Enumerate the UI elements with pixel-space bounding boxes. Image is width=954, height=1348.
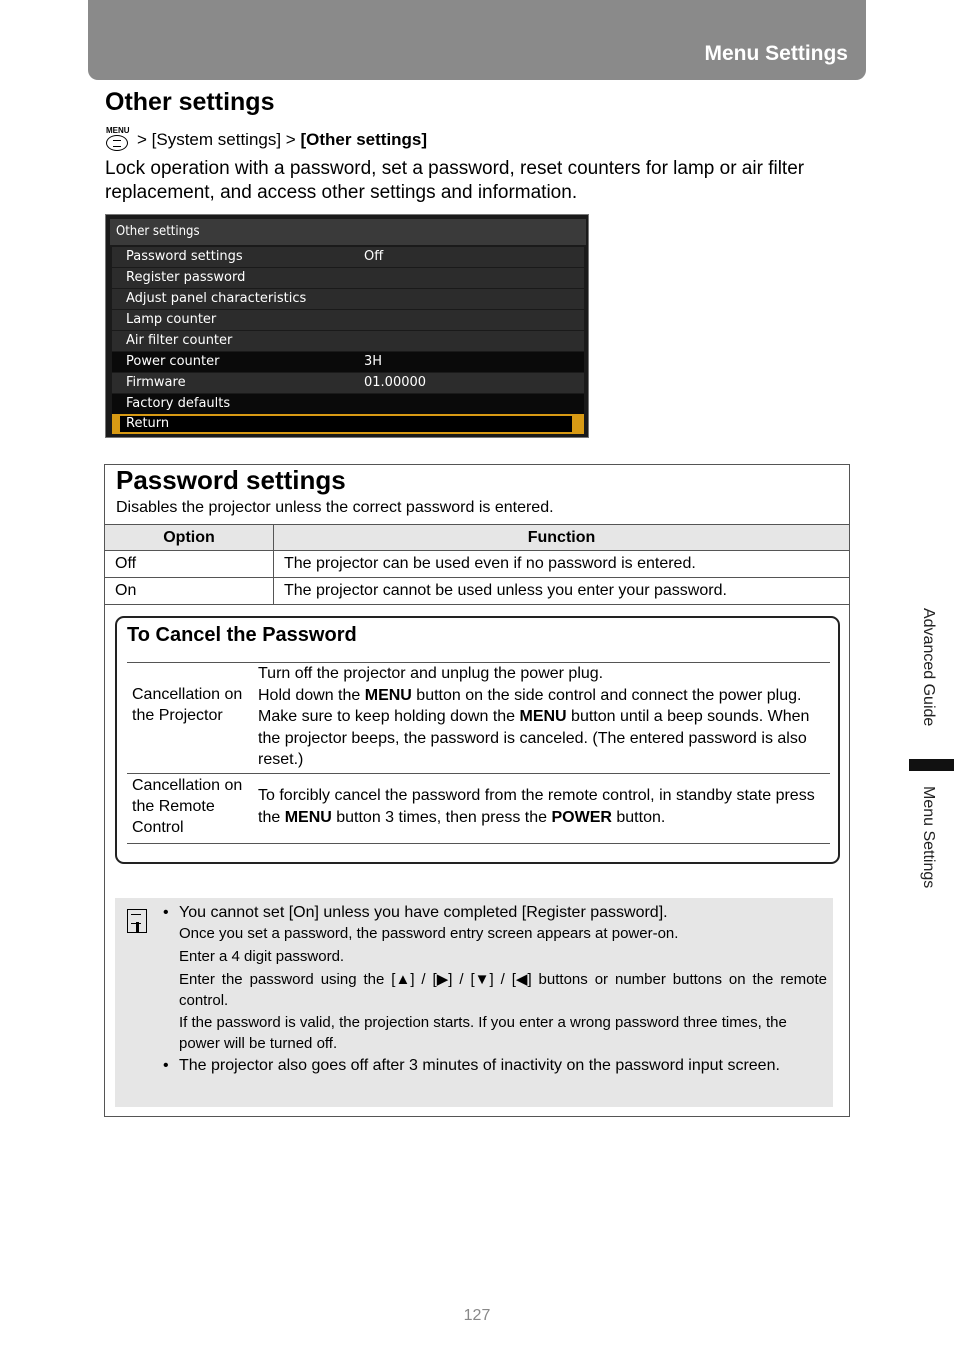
osd-screenshot (105, 214, 589, 438)
side-tab-advanced-guide: Advanced Guide (920, 608, 937, 727)
side-tab-menu-settings: Menu Settings (920, 786, 937, 889)
header-bar (88, 0, 866, 80)
note-icon (127, 909, 147, 933)
header-title: Menu Settings (704, 42, 848, 65)
cancel-row-text: To forcibly cancel the password from the remote control, in standby state press the MENU button 3 times, then press the POWER button. (258, 787, 815, 826)
right-arrow-icon: ▶ (436, 971, 449, 988)
up-arrow-icon: ▲ (395, 971, 411, 988)
password-settings-title: Password settings (116, 465, 346, 495)
osd-title: Other settings (110, 219, 586, 245)
cancel-password-panel (115, 616, 840, 864)
page-number: 127 (463, 1307, 491, 1324)
osd-row: Lamp counter (112, 310, 584, 330)
cancel-row-label: Cancellation on the Remote Control (132, 777, 243, 836)
options-table (104, 524, 850, 605)
osd-row: Register password (112, 268, 584, 288)
table-header: Option (105, 525, 274, 551)
table-row: Off The projector can be used even if no password is entered. (105, 551, 850, 578)
page-title: Other settings (105, 88, 275, 116)
note-sub: Enter the password using the [▲] / [▶] / [▼] / [◀] buttons or number buttons on the remote control. (179, 971, 828, 1009)
side-tab-marker (909, 759, 954, 771)
password-settings-box (104, 464, 850, 1117)
cancel-password-title: To Cancel the Password (127, 624, 357, 646)
note-bullet: • The projector also goes off after 3 minutes of inactivity on the password input screen. (163, 1057, 780, 1074)
menu-button-icon: MENU (105, 126, 131, 154)
osd-row: Power counter 3H (112, 352, 584, 372)
osd-row: Air filter counter (112, 331, 584, 351)
osd-row: Firmware 01.00000 (112, 373, 584, 393)
osd-row: Factory defaults (112, 394, 584, 414)
osd-row-selected: Return (112, 414, 584, 434)
left-arrow-icon: ◀ (515, 971, 528, 988)
note-panel (115, 898, 833, 1107)
osd-row: Password settings Off (112, 247, 584, 267)
password-settings-desc: Disables the projector unless the correct password is entered. (116, 499, 554, 516)
note-sub: Once you set a password, the password entry screen appears at power-on. (179, 925, 679, 942)
down-arrow-icon: ▼ (474, 971, 490, 988)
table-row: On The projector cannot be used unless you enter your password. (105, 578, 850, 605)
menu-path-part2: [Other settings] (300, 130, 428, 149)
note-sub: If the password is valid, the projection starts. If you enter a wrong password three times, the power will be turned off. (179, 1014, 787, 1052)
menu-path-part1: > [System settings] > (137, 130, 296, 149)
menu-path (105, 126, 427, 154)
table-header: Function (274, 525, 850, 551)
intro-text: Lock operation with a password, set a password, reset counters for lamp or air filter replacement, and access other settings and information. (105, 158, 805, 203)
cancel-row-label: Cancellation on the Projector (132, 686, 243, 724)
note-bullet: • You cannot set [On] unless you have completed [Register password]. (163, 904, 668, 921)
note-sub: Enter a 4 digit password. (179, 948, 345, 965)
osd-row: Adjust panel characteristics (112, 289, 584, 309)
cancel-row-text: Turn off the projector and unplug the power plug. Hold down the MENU button on the side control and connect the power plug. Make sure to keep holding down the MENU button until a beep sounds. When the projector beeps, the password is canceled. (The entered password is also reset.) (258, 665, 810, 768)
